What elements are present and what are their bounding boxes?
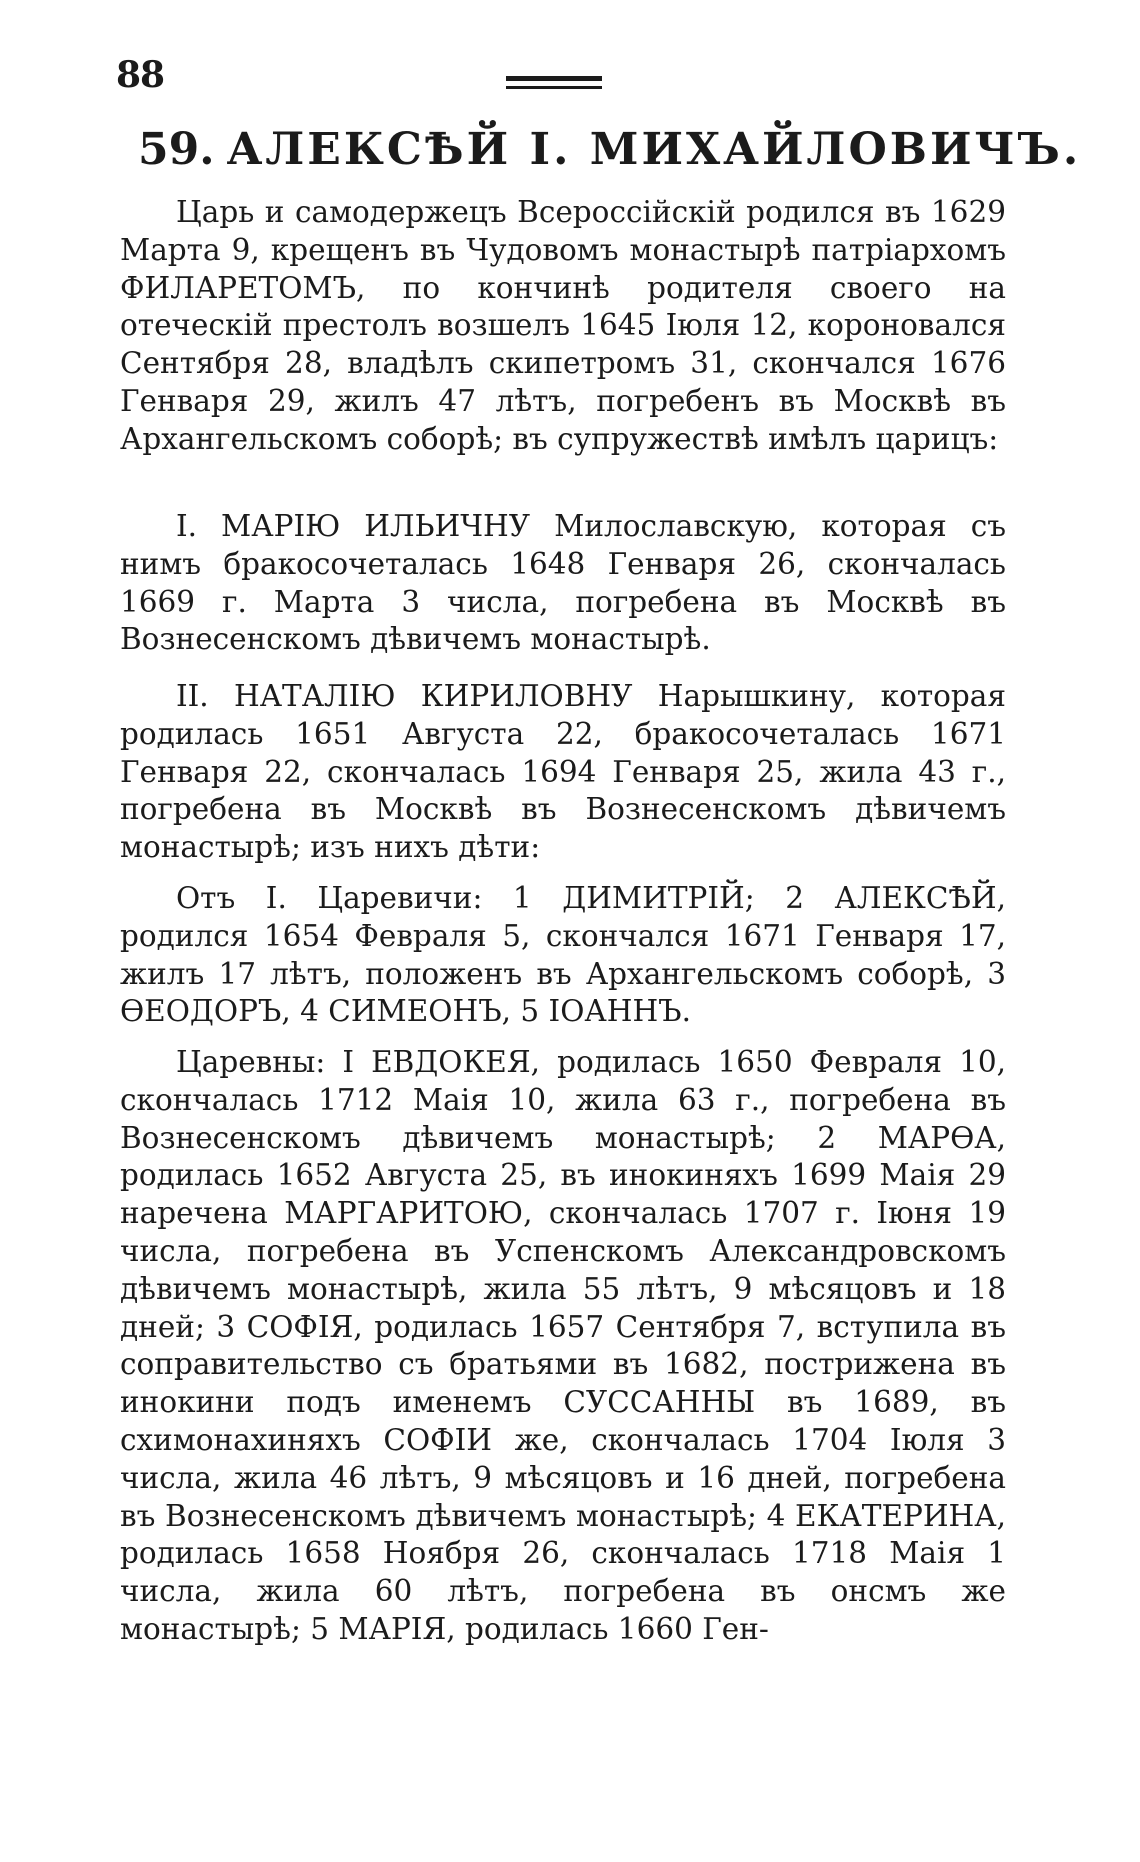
paragraph-text: І. МАРІЮ ИЛЬИЧНУ Милославскую, которая съ нимъ бракосочеталась 1648 Генваря 26, скончалась 1669 г. Марта 3 числа, погребена въ Москвѣ въ Вознесенскомъ дѣвичемъ монастырѣ. bbox=[120, 509, 1006, 657]
paragraph-text: Царь и самодержецъ Всероссійскій родился въ 1629 Марта 9, крещенъ въ Чудовомъ монастырѣ патріархомъ ФИЛАРЕТОМЪ, по кончинѣ родителя своего на отеческій престолъ возшелъ 1645 Іюля 12, короновался Сентября 28, владѣлъ скипетромъ 31, скончался 1676 Генваря 29, жилъ 47 лѣтъ, погребенъ въ Москвѣ въ Архангельскомъ соборѣ; въ супружествѣ имѣлъ царицъ: bbox=[120, 195, 1006, 456]
paragraph-text: ІІ. НАТАЛІЮ КИРИЛОВНУ Нарышкину, которая родилась 1651 Августа 22, бракосочеталась 1671 Генваря 22, скончалась 1694 Генваря 25, жила 43 г., погребена въ Москвѣ въ Вознесенскомъ дѣвичемъ монастырѣ; изъ нихъ дѣти: bbox=[120, 679, 1006, 865]
paragraph-second-wife bbox=[120, 678, 1006, 867]
paragraph-first-wife bbox=[120, 508, 1006, 659]
paragraph-biography bbox=[120, 194, 1006, 459]
header-rule-thin bbox=[506, 86, 602, 89]
paragraph-daughters bbox=[120, 1044, 1006, 1649]
paragraph-text: Отъ І. Царевичи: 1 ДИМИТРІЙ; 2 АЛЕКСѢЙ, родился 1654 Февраля 5, скончался 1671 Генваря 17, жилъ 17 лѣтъ, положенъ въ Архангельскомъ соборѣ, 3 ѲЕОДОРЪ, 4 СИМЕОНЪ, 5 ІОАННЪ. bbox=[120, 881, 1006, 1029]
section-number: 59. bbox=[138, 124, 215, 175]
section-title: АЛЕКСѢЙ І. МИХАЙЛОВИЧЪ. bbox=[226, 124, 1082, 175]
page-number: 88 bbox=[116, 54, 165, 96]
paragraph-text: Царевны: І ЕВДОКЕЯ, родилась 1650 Февраля 10, скончалась 1712 Маія 10, жила 63 г., погребена въ Вознесенскомъ дѣвичемъ монастырѣ; 2 МАРѲА, родилась 1652 Августа 25, въ инокиняхъ 1699 Маія 29 наречена МАРГАРИТОЮ, скончалась 1707 г. Іюня 19 числа, погребена въ Успенскомъ Александровскомъ дѣвичемъ монастырѣ, жила 55 лѣтъ, 9 мѣсяцовъ и 18 дней; 3 СОФІЯ, родилась 1657 Сентября 7, вступила въ соправительство съ братьями въ 1682, пострижена въ инокини подъ именемъ СУССАННЫ въ 1689, въ схимонахиняхъ СОФІИ же, скончалась 1704 Іюля 3 числа, жила 46 лѣтъ, 9 мѣсяцовъ и 16 дней, погребена въ Вознесенскомъ дѣвичемъ монастырѣ; 4 ЕКАТЕРИНА, родилась 1658 Ноября 26, скончалась 1718 Маія 1 числа, жила 60 лѣтъ, погребена въ онсмъ же монастырѣ; 5 МАРІЯ, родилась 1660 Ген- bbox=[120, 1045, 1006, 1646]
header-rule bbox=[506, 76, 602, 81]
section-heading bbox=[138, 124, 1082, 175]
paragraph-sons bbox=[120, 880, 1006, 1031]
